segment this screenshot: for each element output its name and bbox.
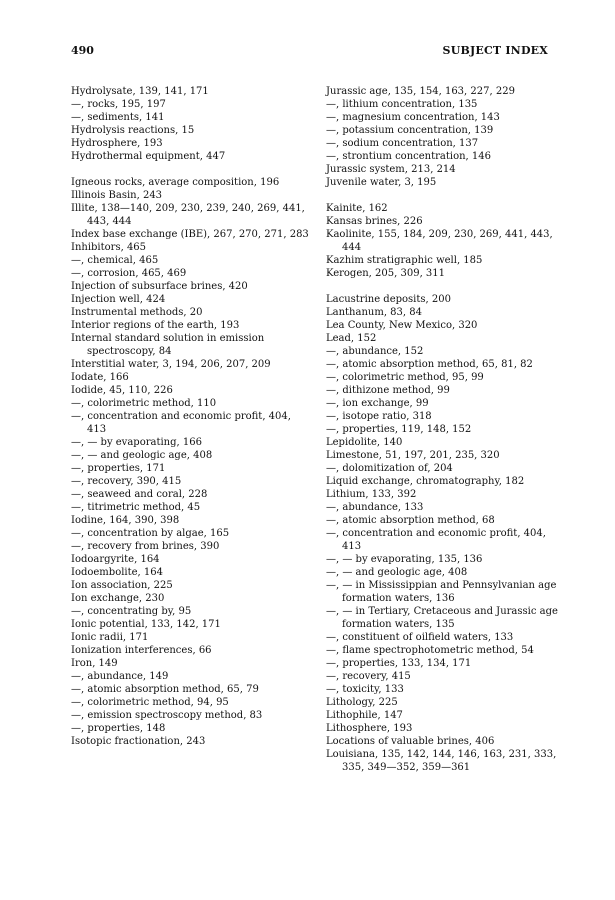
- index-entry: Internal standard solution in emission spectroscopy, 84: [71, 333, 265, 357]
- index-entry: —, concentration and economic profit, 404, 413: [71, 411, 291, 435]
- index-entry: —, strontium concentration, 146: [326, 151, 491, 162]
- index-entry: Louisiana, 135, 142, 144, 146, 163, 231, 333, 335, 349—352, 359—361: [326, 749, 557, 773]
- index-entry: —, magnesium concentration, 143: [326, 112, 500, 123]
- index-entry: Lacustrine deposits, 200: [326, 294, 451, 305]
- index-entry: Locations of valuable brines, 406: [326, 736, 495, 747]
- index-entry: —, concentrating by, 95: [71, 606, 192, 617]
- index-entry: Index base exchange (IBE), 267, 270, 271, 283: [71, 229, 309, 240]
- index-entry: Igneous rocks, average composition, 196: [71, 177, 280, 188]
- letter-group-gap: [71, 163, 313, 176]
- index-entry: —, colorimetric method, 110: [71, 398, 217, 409]
- index-entry: —, colorimetric method, 95, 99: [326, 372, 484, 383]
- page-number: 490: [71, 44, 94, 57]
- index-entry: Iodoargyrite, 164: [71, 554, 160, 565]
- index-entry: —, corrosion, 465, 469: [71, 268, 187, 279]
- index-entry: Inhibitors, 465: [71, 242, 147, 253]
- index-entry: —, lithium concentration, 135: [326, 99, 478, 110]
- index-entry: Hydrosphere, 193: [71, 138, 163, 149]
- index-entry: Kazhim stratigraphic well, 185: [326, 255, 483, 266]
- index-entry: —, properties, 119, 148, 152: [326, 424, 472, 435]
- index-entry: —, properties, 133, 134, 171: [326, 658, 472, 669]
- index-entry: Injection of subsurface brines, 420: [71, 281, 248, 292]
- index-entry: Kaolinite, 155, 184, 209, 230, 269, 441, 443, 444: [326, 229, 553, 253]
- index-column-left: [71, 85, 313, 748]
- index-entry: Lithophile, 147: [326, 710, 403, 721]
- index-entry: Iron, 149: [71, 658, 118, 669]
- index-column-right: [326, 85, 568, 774]
- index-entry: —, — by evaporating, 135, 136: [326, 554, 483, 565]
- index-entry: Ionization interferences, 66: [71, 645, 212, 656]
- index-entry: Kainite, 162: [326, 203, 388, 214]
- index-entry: —, — in Tertiary, Cretaceous and Jurassic age formation waters, 135: [326, 606, 558, 630]
- index-entry: Lithium, 133, 392: [326, 489, 417, 500]
- index-entry: Hydrothermal equipment, 447: [71, 151, 226, 162]
- index-entry: —, seaweed and coral, 228: [71, 489, 208, 500]
- index-entry: Injection well, 424: [71, 294, 166, 305]
- index-entry: Kansas brines, 226: [326, 216, 423, 227]
- index-entry: —, concentration and economic profit, 404, 413: [326, 528, 546, 552]
- index-entry: Ion association, 225: [71, 580, 173, 591]
- index-entry: Illinois Basin, 243: [71, 190, 163, 201]
- index-entry: Interior regions of the earth, 193: [71, 320, 240, 331]
- index-entry: —, — in Mississippian and Pennsylvanian age formation waters, 136: [326, 580, 557, 604]
- index-entry: Isotopic fractionation, 243: [71, 736, 206, 747]
- index-entry: Iodine, 164, 390, 398: [71, 515, 180, 526]
- index-entry: Instrumental methods, 20: [71, 307, 203, 318]
- index-entry: Lithology, 225: [326, 697, 398, 708]
- index-entry: Jurassic system, 213, 214: [326, 164, 456, 175]
- index-entry: —, toxicity, 133: [326, 684, 404, 695]
- index-entry: Lanthanum, 83, 84: [326, 307, 422, 318]
- index-entry: —, properties, 148: [71, 723, 166, 734]
- index-entry: —, abundance, 133: [326, 502, 424, 513]
- index-entry: Juvenile water, 3, 195: [326, 177, 437, 188]
- letter-group-gap: [326, 280, 568, 293]
- index-entry: —, — and geologic age, 408: [71, 450, 213, 461]
- index-entry: Liquid exchange, chromatography, 182: [326, 476, 525, 487]
- index-entry: Jurassic age, 135, 154, 163, 227, 229: [326, 86, 515, 97]
- index-entry: Kerogen, 205, 309, 311: [326, 268, 446, 279]
- index-entry: —, atomic absorption method, 65, 81, 82: [326, 359, 533, 370]
- index-entry: —, potassium concentration, 139: [326, 125, 494, 136]
- index-entry: —, recovery, 390, 415: [71, 476, 182, 487]
- index-entry: —, — and geologic age, 408: [326, 567, 468, 578]
- index-entry: Lead, 152: [326, 333, 377, 344]
- index-entry: —, atomic absorption method, 68: [326, 515, 495, 526]
- index-entry: —, dithizone method, 99: [326, 385, 450, 396]
- index-entry: Iodate, 166: [71, 372, 129, 383]
- running-head: SUBJECT INDEX: [442, 44, 548, 57]
- index-entry: —, flame spectrophotometric method, 54: [326, 645, 534, 656]
- index-entry: —, properties, 171: [71, 463, 166, 474]
- index-entry: Hydrolysate, 139, 141, 171: [71, 86, 209, 97]
- index-entry: —, recovery from brines, 390: [71, 541, 220, 552]
- index-entry: Ion exchange, 230: [71, 593, 165, 604]
- index-entry: Hydrolysis reactions, 15: [71, 125, 195, 136]
- index-entry: —, atomic absorption method, 65, 79: [71, 684, 259, 695]
- index-entry: —, titrimetric method, 45: [71, 502, 201, 513]
- index-entry: —, chemical, 465: [71, 255, 159, 266]
- index-entry: —, ion exchange, 99: [326, 398, 429, 409]
- index-entry: Illite, 138—140, 209, 230, 239, 240, 269, 441, 443, 444: [71, 203, 305, 227]
- index-entry: —, dolomitization of, 204: [326, 463, 453, 474]
- index-entry: —, — by evaporating, 166: [71, 437, 202, 448]
- index-entry: —, emission spectroscopy method, 83: [71, 710, 263, 721]
- index-entry: Iodide, 45, 110, 226: [71, 385, 173, 396]
- index-entry: Limestone, 51, 197, 201, 235, 320: [326, 450, 500, 461]
- index-entry: —, recovery, 415: [326, 671, 411, 682]
- index-entry: Iodoembolite, 164: [71, 567, 163, 578]
- index-entry: Lithosphere, 193: [326, 723, 413, 734]
- index-entry: —, concentration by algae, 165: [71, 528, 230, 539]
- index-entry: —, abundance, 149: [71, 671, 169, 682]
- index-entry: Interstitial water, 3, 194, 206, 207, 209: [71, 359, 271, 370]
- index-entry: —, rocks, 195, 197: [71, 99, 166, 110]
- index-entry: —, abundance, 152: [326, 346, 424, 357]
- index-entry: —, sodium concentration, 137: [326, 138, 479, 149]
- index-entry: —, colorimetric method, 94, 95: [71, 697, 229, 708]
- index-entry: —, isotope ratio, 318: [326, 411, 432, 422]
- letter-group-gap: [326, 189, 568, 202]
- index-entry: Lea County, New Mexico, 320: [326, 320, 478, 331]
- index-entry: Ionic potential, 133, 142, 171: [71, 619, 221, 630]
- index-entry: Lepidolite, 140: [326, 437, 403, 448]
- index-entry: Ionic radii, 171: [71, 632, 149, 643]
- index-entry: —, sediments, 141: [71, 112, 165, 123]
- index-entry: —, constituent of oilfield waters, 133: [326, 632, 514, 643]
